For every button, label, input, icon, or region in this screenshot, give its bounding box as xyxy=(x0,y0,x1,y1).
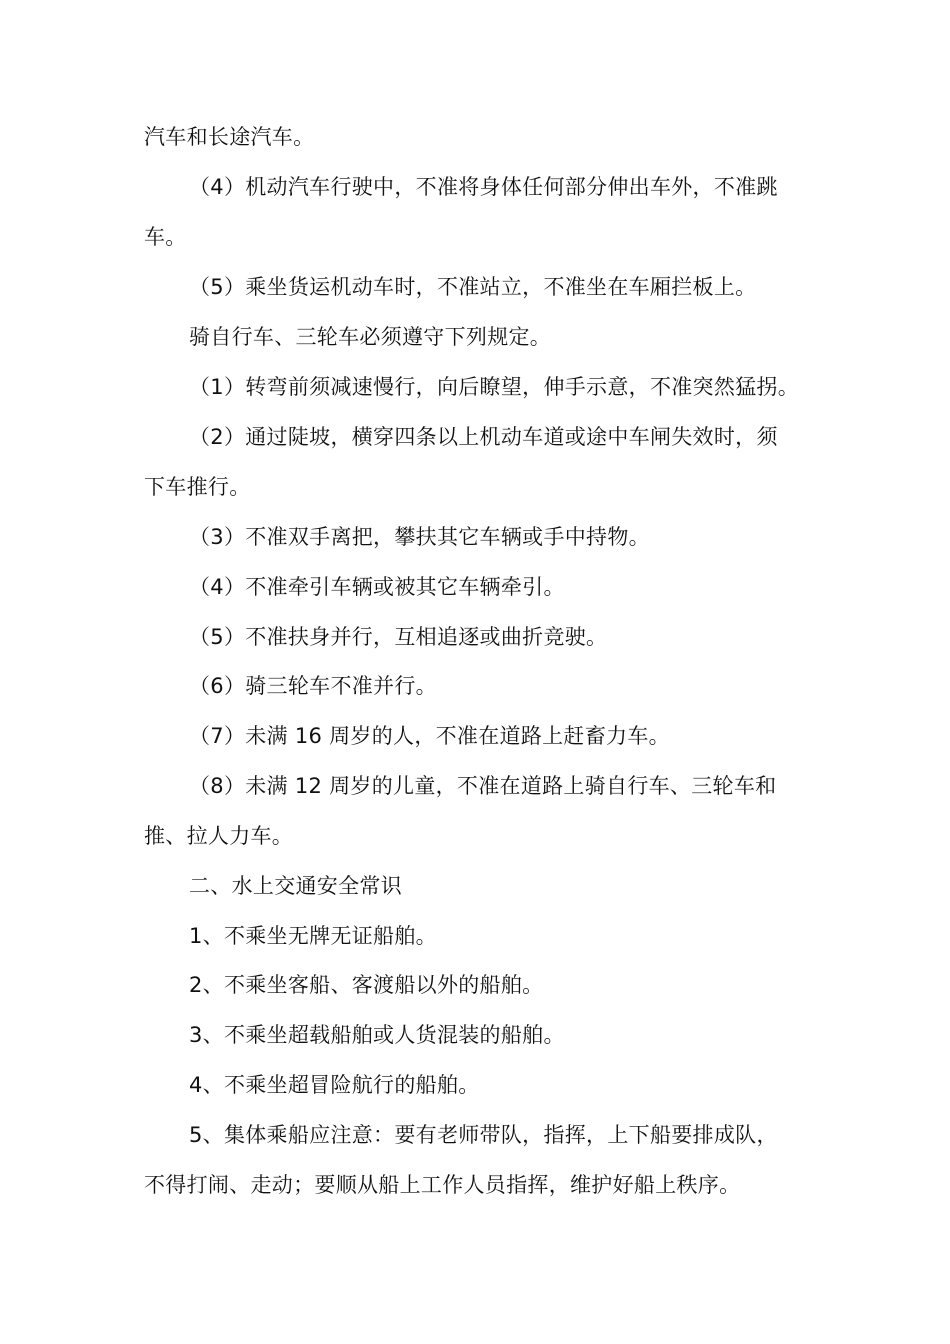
text-line: （8）未满 12 周岁的儿童，不准在道路上骑自行车、三轮车和 xyxy=(189,774,777,798)
text-line: 骑自行车、三轮车必须遵守下列规定。 xyxy=(189,325,552,349)
text-line: （6）骑三轮车不准并行。 xyxy=(189,674,437,698)
text-line: （3）不准双手离把，攀扶其它车辆或手中持物。 xyxy=(189,525,650,549)
text-line: （4）不准牵引车辆或被其它车辆牵引。 xyxy=(189,575,565,599)
text-line: 下车推行。 xyxy=(144,475,251,499)
text-line: （7）未满 16 周岁的人，不准在道路上赶畜力车。 xyxy=(189,724,670,748)
text-line: （1）转弯前须减速慢行，向后瞭望，伸手示意，不准突然猛拐。 xyxy=(189,375,800,399)
text-line: （2）通过陡坡，横穿四条以上机动车道或途中车闸失效时，须 xyxy=(189,425,778,449)
text-line: 不得打闹、走动；要顺从船上工作人员指挥，维护好船上秩序。 xyxy=(144,1173,741,1197)
text-line: 3、不乘坐超载船舶或人货混装的船舶。 xyxy=(189,1023,565,1047)
text-line: 1、不乘坐无牌无证船舶。 xyxy=(189,924,437,948)
text-line: 5、集体乘船应注意：要有老师带队，指挥，上下船要排成队， xyxy=(189,1123,778,1147)
text-line: 推、拉人力车。 xyxy=(144,824,294,848)
text-line: 2、不乘坐客船、客渡船以外的船舶。 xyxy=(189,973,544,997)
text-line: （4）机动汽车行驶中，不准将身体任何部分伸出车外，不准跳 xyxy=(189,175,778,199)
text-line: （5）不准扶身并行，互相追逐或曲折竞驶。 xyxy=(189,625,608,649)
text-line: （5）乘坐货运机动车时，不准站立，不准坐在车厢拦板上。 xyxy=(189,275,757,299)
text-line: 车。 xyxy=(144,225,187,249)
text-line: 汽车和长途汽车。 xyxy=(144,125,315,149)
section-heading: 二、水上交通安全常识 xyxy=(189,874,402,898)
text-line: 4、不乘坐超冒险航行的船舶。 xyxy=(189,1073,480,1097)
